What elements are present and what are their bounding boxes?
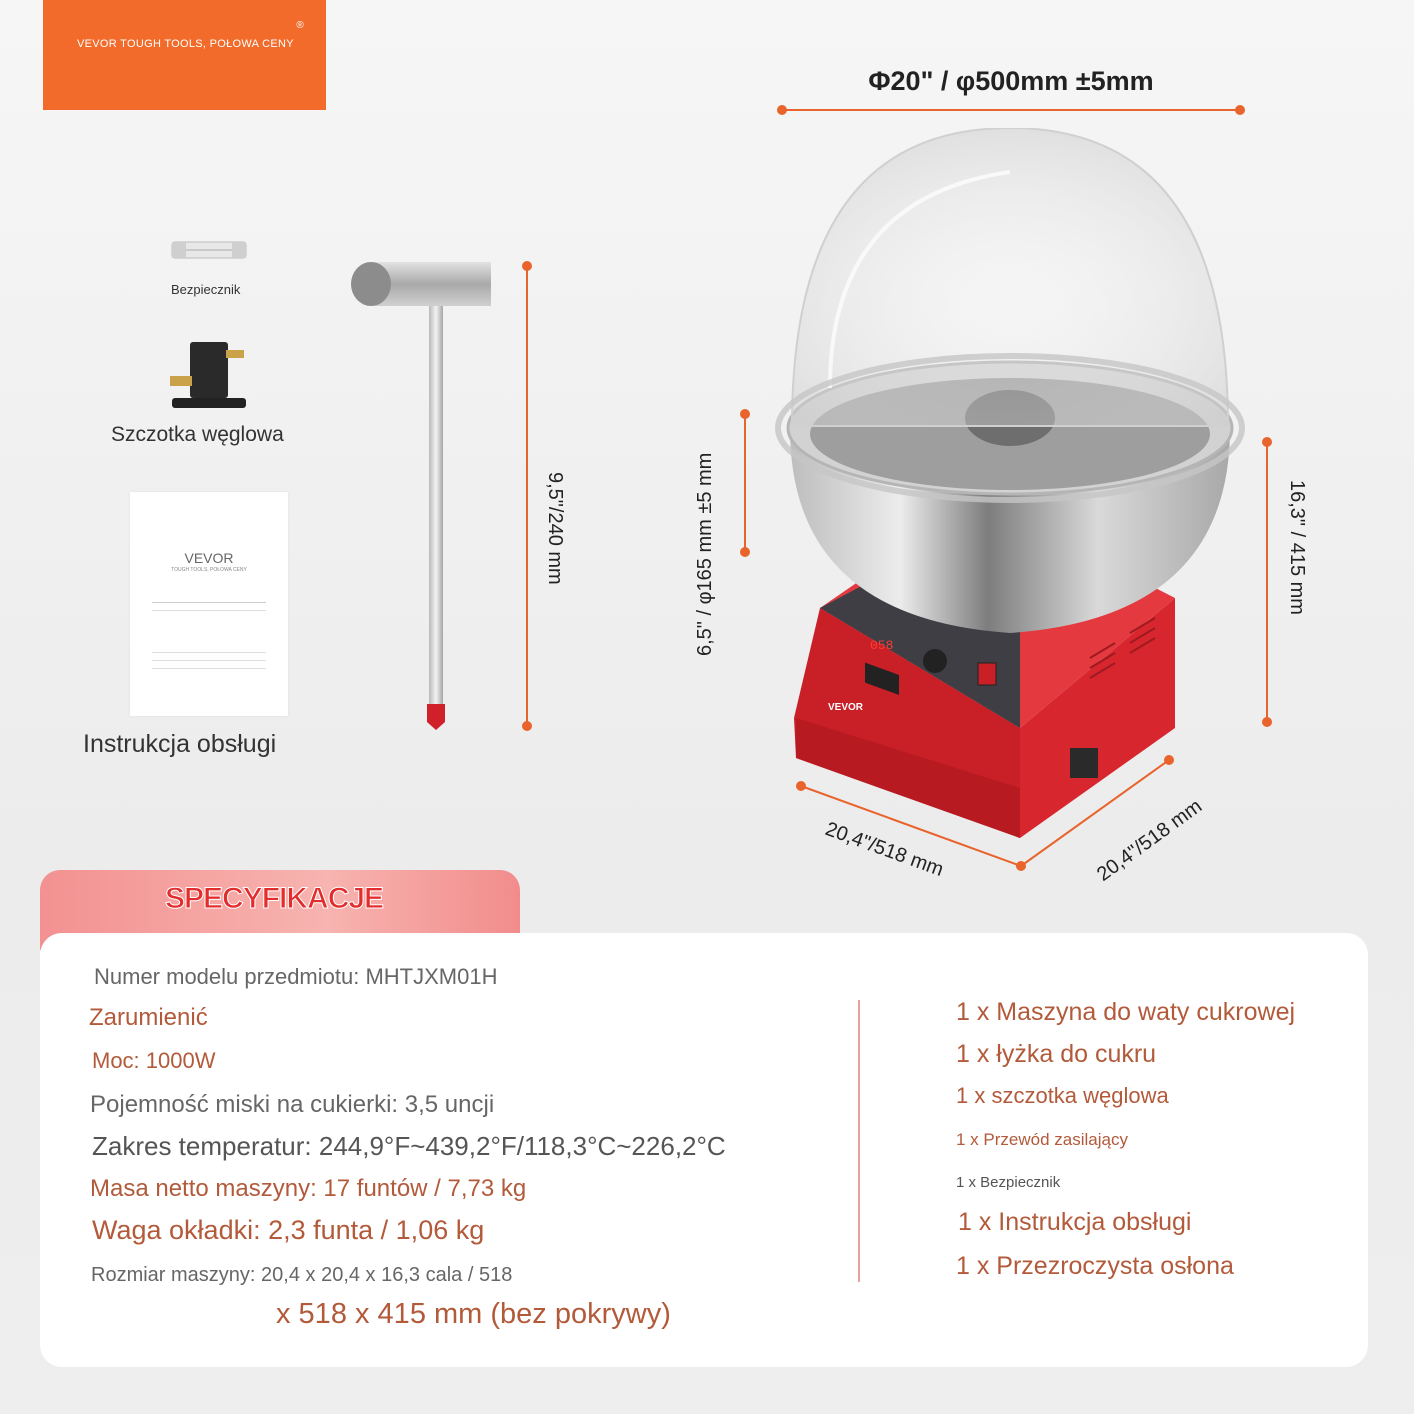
carbon-brush-icon <box>168 336 250 412</box>
spec-cover-weight: Waga okładki: 2,3 funta / 1,06 kg <box>92 1215 485 1245</box>
brand-banner <box>43 0 326 110</box>
package-item-fuse: 1 x Bezpiecznik <box>956 1174 1061 1191</box>
base-right-label: 20,4"/518 mm <box>1093 795 1207 886</box>
total-height-line <box>1266 442 1268 722</box>
spec-temperature-range: Zakres temperatur: 244,9°F~439,2°F/118,3°C~226,2°C <box>92 1131 726 1161</box>
machine-display: 058 <box>870 638 894 653</box>
sugar-spoon-icon <box>345 258 495 736</box>
brand-tagline: VEVOR TOUGH TOOLS, POŁOWA CENY <box>77 38 294 50</box>
spec-power: Moc: 1000W <box>92 1048 216 1073</box>
package-item-spoon: 1 x łyżka do cukru <box>956 1040 1157 1068</box>
base-left-label: 20,4"/518 mm <box>822 818 947 882</box>
power-switch <box>978 663 996 685</box>
spec-machine-size: Rozmiar maszyny: 20,4 x 20,4 x 16,3 cala / 518 <box>91 1264 513 1286</box>
temperature-knob <box>923 649 947 673</box>
package-item-machine: 1 x Maszyna do waty cukrowej <box>956 998 1296 1026</box>
spec-bowl-capacity: Pojemność miski na cukierki: 3,5 uncji <box>90 1091 495 1118</box>
spec-title: SPECYFIKACJE <box>165 882 384 915</box>
spec-divider <box>858 1000 860 1282</box>
spoon-length-line <box>526 266 528 726</box>
package-item-cord: 1 x Przewód zasilający <box>956 1130 1128 1149</box>
dimension-width-label: Φ20" / φ500mm ±5mm <box>868 66 1154 96</box>
manual-image <box>130 492 288 716</box>
manual-label: Instrukcja obsługi <box>83 730 277 758</box>
bowl-height-label: 6,5" / φ165 mm ±5 mm <box>694 452 716 656</box>
manual-subtitle: TOUGH TOOLS, POŁOWA CENY <box>171 567 247 573</box>
spec-color: Zarumienić <box>89 1004 208 1031</box>
spec-machine-size-cont: x 518 x 415 mm (bez pokrywy) <box>276 1298 671 1330</box>
manual-brand: VEVOR <box>184 550 234 566</box>
package-item-cover: 1 x Przezroczysta osłona <box>956 1252 1234 1280</box>
spec-model-number: Numer modelu przedmiotu: MHTJXM01H <box>94 964 498 989</box>
package-item-manual: 1 x Instrukcja obsługi <box>958 1208 1192 1236</box>
carbon-brush-label: Szczotka węglowa <box>111 423 284 446</box>
bowl-height-line <box>744 414 746 552</box>
total-height-label: 16,3" / 415 mm <box>1286 480 1308 615</box>
registered-mark: ® <box>296 20 304 31</box>
dimension-width-line <box>782 109 1240 111</box>
cotton-candy-machine-image <box>770 128 1250 848</box>
fuse-label: Bezpiecznik <box>171 282 241 297</box>
package-item-brush: 1 x szczotka węglowa <box>956 1083 1169 1108</box>
spec-net-weight: Masa netto maszyny: 17 funtów / 7,73 kg <box>90 1175 527 1202</box>
machine-brand: VEVOR <box>828 702 864 713</box>
spoon-length-label: 9,5"/240 mm <box>544 472 566 585</box>
fuse-icon <box>170 238 248 264</box>
